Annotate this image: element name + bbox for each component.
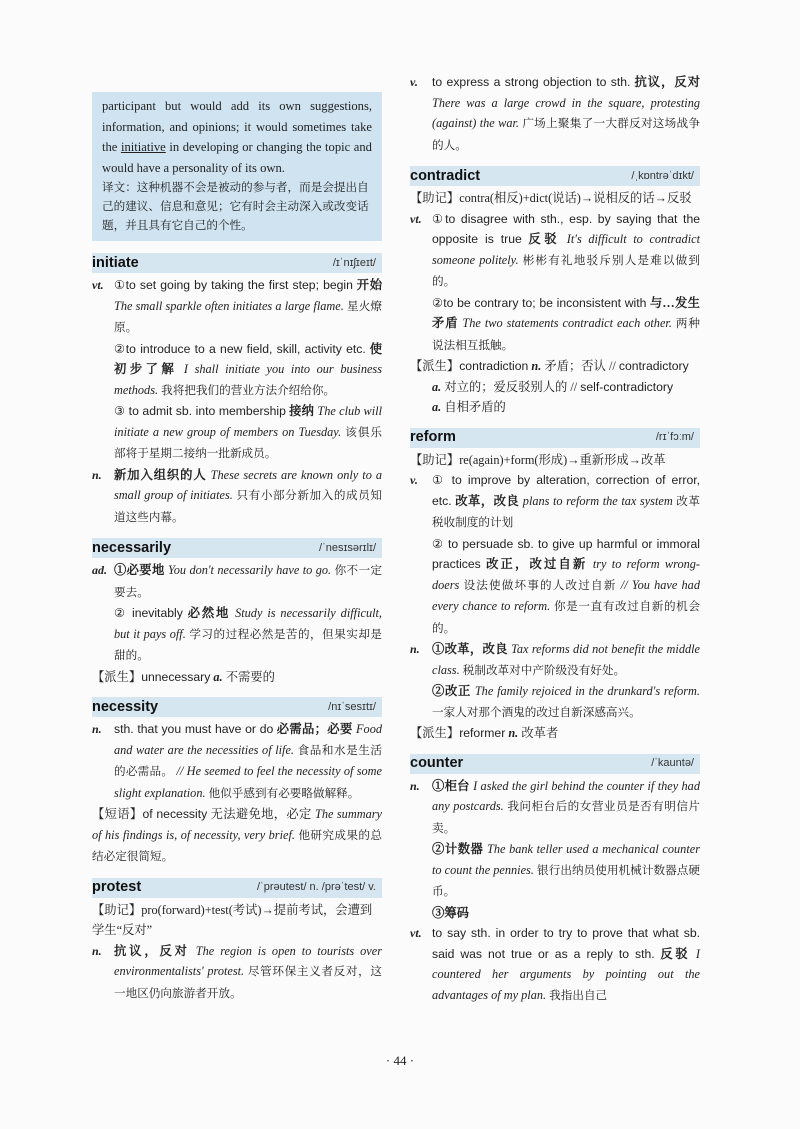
- derived-translation: 矛盾；否认: [544, 359, 606, 373]
- part-of-speech: v.: [410, 75, 418, 89]
- sense: [410, 470, 700, 534]
- headword: counter: [410, 755, 464, 772]
- sense: [92, 465, 382, 529]
- headword: contradict: [410, 167, 481, 184]
- left-column: [92, 92, 382, 1004]
- chinese-definition: ③筹码: [432, 905, 469, 920]
- example-translation: 该俱乐部将于星期二接纳一批新成员。: [114, 425, 383, 460]
- chinese-definition: 新加入组织的人: [114, 467, 207, 482]
- phrase-translation: 无法避免地，必定: [210, 807, 312, 821]
- separator: //: [570, 379, 578, 394]
- sense: [92, 941, 382, 1005]
- example: The region is open to tourists over environmentalists' protest.: [114, 943, 382, 978]
- example-translation: 一家人对那个酒鬼的改过自新深感高兴。: [432, 705, 641, 719]
- derived-translation: 改革者: [521, 726, 559, 740]
- chinese-definition: 接纳: [289, 404, 315, 418]
- mnemonic: [410, 188, 700, 209]
- part-of-speech: n.: [508, 726, 519, 740]
- example: I asked the girl behind the counter if they had any postcards.: [432, 778, 700, 813]
- example: It's difficult to contradict someone politely.: [432, 232, 700, 267]
- example: The family rejoiced in the drunkard's reform.: [474, 684, 700, 698]
- pronunciation: /ˈnesɪsərɪlɪ/: [319, 541, 376, 554]
- headword-bar: [410, 428, 700, 448]
- chinese-definition: 必需品；必要: [276, 722, 353, 736]
- derived-word: self-contradictory: [580, 379, 674, 394]
- chinese-definition: 必然地: [187, 606, 231, 620]
- separator: //: [608, 359, 616, 373]
- chinese-definition: ①改革，改良: [432, 642, 508, 656]
- part-of-speech: a.: [432, 379, 442, 394]
- definition: to say sth. in order to try to prove that what sb. said was not true or as a reply to sth.: [432, 926, 700, 961]
- part-of-speech: n.: [410, 778, 420, 793]
- example-translation: 我指出自己: [549, 988, 608, 1002]
- part-of-speech: n.: [92, 943, 102, 958]
- headword: necessity: [92, 698, 159, 715]
- derivative: [410, 356, 700, 418]
- pronunciation: /ɪˈnɪʃɪeɪt/: [332, 256, 376, 269]
- part-of-speech: n.: [92, 467, 102, 482]
- headword-bar: [92, 253, 382, 273]
- chinese-definition: 使初步了解: [114, 341, 383, 376]
- example: // You have had every chance to reform.: [432, 577, 700, 613]
- example-translation: 银行出纳员使用机械计数器点硬币。: [432, 863, 700, 898]
- example: I shall initiate you into our business methods.: [114, 362, 382, 397]
- chinese-definition: 反驳: [528, 232, 561, 246]
- example: // He seemed to feel the necessity of some slight explanation.: [114, 764, 382, 800]
- derive-tag: 【派生】: [410, 726, 460, 740]
- definition: ① to improve by alteration, correction of error, etc.: [432, 473, 700, 508]
- derived-translation: 自相矛盾的: [444, 400, 506, 414]
- sense: [410, 293, 700, 357]
- headword-bar: [92, 697, 382, 717]
- phrase: [92, 804, 382, 868]
- example: There was a large crowd in the square, protesting (against) the war.: [432, 95, 700, 130]
- pronunciation: /ˈprəutest/ n. /prəˈtest/ v.: [256, 881, 376, 894]
- sense: [92, 560, 382, 603]
- passage-translation: 译文：这种机器不会是被动的参与者，而是会提出自己的建议、信息和意见；它有时会主动深入或改变话题，并且具有它自己的个性。: [102, 181, 369, 232]
- example-translation: 学习的过程必然是苦的，但果实却是甜的。: [114, 627, 382, 662]
- mnemonic-tag: 【助记】: [410, 452, 460, 467]
- part-of-speech: a.: [213, 669, 223, 684]
- example-translation: 税制改革对中产阶级没有好处。: [462, 663, 626, 677]
- part-of-speech: n.: [531, 359, 542, 373]
- example-translation: 广场上聚集了一大群反对这场战争的人。: [432, 117, 700, 152]
- example-translation: 只有小部分新加入的成员知道这些内幕。: [114, 489, 382, 524]
- example-translation: 食品和水是生活的必需品。: [114, 743, 382, 778]
- sense: [410, 923, 700, 1006]
- definition: ③ to admit sb. into membership: [114, 404, 286, 418]
- part-of-speech: n.: [410, 642, 420, 656]
- example: try to reform wrong-doers: [432, 557, 700, 592]
- example-translation: 尽管环保主义者反对，这一地区仍向旅游者开放。: [114, 965, 382, 1000]
- derive-tag: 【派生】: [92, 669, 142, 684]
- derived-word: contradiction: [459, 359, 529, 373]
- sense: [92, 275, 382, 339]
- phrase-text: of necessity: [142, 807, 208, 821]
- definition: ①to set going by taking the first step; begin: [114, 278, 353, 292]
- example: These secrets are known only to a small group of initiates.: [114, 467, 382, 502]
- headword: initiate: [92, 254, 139, 271]
- mnemonic: [410, 450, 700, 471]
- pronunciation: /rɪˈfɔːm/: [655, 431, 694, 444]
- example: Tax reforms did not benefit the middle class.: [432, 642, 700, 677]
- headword-bar: [410, 166, 700, 186]
- example-translation: 我将把我们的营业方法介绍给你。: [161, 383, 336, 397]
- derived-word: unnecessary: [141, 669, 211, 684]
- mnemonic-text: pro(forward)+test(考试)→提前考试，会遭到学生“反对”: [92, 902, 373, 937]
- sense: [410, 72, 700, 156]
- mnemonic-tag: 【助记】: [92, 902, 142, 917]
- derived-word: reformer: [459, 726, 506, 740]
- definition: ② to persuade sb. to give up harmful or immoral practices: [432, 536, 700, 571]
- headword-bar: [410, 754, 700, 774]
- mnemonic: [92, 900, 382, 941]
- example-translation: 改革税收制度的计划: [432, 494, 700, 529]
- example: You don't necessarily have to go.: [168, 563, 332, 577]
- example: The club will initiate a new group of members on Tuesday.: [114, 404, 382, 439]
- passage-text: participant but would add its own suggestions, information, and opinions; it would sometimes take the initiative in developing or changing the topic and would have a personality of its own.: [102, 99, 372, 175]
- chinese-definition: 抗议，反对: [634, 75, 700, 89]
- chinese-definition: ①必要地: [114, 563, 165, 577]
- headword: reform: [410, 429, 456, 446]
- sense: [410, 534, 700, 640]
- headword: necessarily: [92, 539, 172, 556]
- derivative: [410, 723, 700, 744]
- headword-bar: [92, 878, 382, 898]
- headword: protest: [92, 879, 142, 896]
- derivative: [92, 667, 382, 688]
- sense: [92, 719, 382, 804]
- example-translation: 彬彬有礼地驳斥别人是难以做到的。: [432, 253, 700, 288]
- example: plans to reform the tax system: [522, 493, 673, 508]
- definition: ②to introduce to a new field, skill, activity etc.: [114, 341, 366, 356]
- right-column: [410, 75, 701, 1006]
- chinese-definition: ①柜台: [432, 778, 470, 793]
- part-of-speech: vt.: [410, 211, 422, 226]
- part-of-speech: n.: [92, 722, 102, 736]
- definition: ①to disagree with sth., esp. by saying that the opposite is true: [432, 211, 700, 246]
- derivative-cont: [410, 377, 700, 418]
- part-of-speech: ad.: [92, 563, 107, 577]
- part-of-speech: a.: [432, 400, 442, 414]
- sense: [410, 839, 700, 903]
- headword-bar: [92, 538, 382, 558]
- derive-tag: 【派生】: [410, 359, 460, 373]
- sense: [92, 339, 382, 402]
- definition: ②to be contrary to; be inconsistent with: [432, 295, 647, 310]
- example: I countered her arguments by pointing out the advantages of my plan.: [432, 946, 700, 1002]
- part-of-speech: vt.: [92, 278, 104, 292]
- sense: [410, 639, 700, 681]
- sense: [92, 603, 382, 667]
- phrase-tag: 【短语】: [92, 807, 143, 821]
- mnemonic-text: contra(相反)+dict(说话)→说相反的话→反驳: [459, 191, 692, 205]
- page-number: · 44 ·: [385, 1053, 415, 1068]
- sense: [410, 681, 700, 723]
- sense: [410, 209, 700, 293]
- chinese-definition: ②计数器: [432, 842, 484, 856]
- chinese-definition: 与…发生矛盾: [432, 295, 700, 330]
- derived-word: contradictory: [618, 359, 689, 373]
- sense: [92, 401, 382, 465]
- mnemonic-text: re(again)+form(形成)→重新形成→改革: [459, 452, 666, 467]
- sense: [410, 903, 700, 924]
- example-translation: 两种说法相互抵触。: [432, 317, 701, 352]
- example: The small sparkle often initiates a large flame.: [114, 298, 344, 313]
- derived-translation: 不需要的: [225, 669, 275, 684]
- example-translation: 你是一直有改过自新的机会的。: [432, 600, 700, 635]
- chinese-definition: 改正，改过自新: [486, 557, 588, 571]
- example: The two statements contradict each other.: [462, 316, 672, 330]
- pronunciation: /nɪˈsesɪtɪ/: [328, 700, 376, 713]
- chinese-definition: 抗议，反对: [114, 943, 190, 958]
- chinese-definition: 反驳: [660, 946, 691, 961]
- example: The summary of his findings is, of necessity, very brief.: [92, 807, 382, 842]
- definition: ② inevitably: [114, 606, 183, 620]
- chinese-definition: 改革，改良: [455, 493, 520, 508]
- example: Study is necessarily difficult, but it pays off.: [114, 606, 382, 641]
- mnemonic-tag: 【助记】: [410, 191, 460, 205]
- example: The bank teller used a mechanical counter to count the pennies.: [432, 842, 700, 877]
- example-translation: 设法使做坏事的人改过自新: [463, 578, 617, 592]
- derived-translation: 对立的；爱反驳别人的: [444, 379, 568, 394]
- translation-box: [92, 92, 382, 241]
- example: Food and water are the necessities of life.: [114, 722, 383, 757]
- chinese-definition: 开始: [356, 278, 382, 292]
- example-translation: 我问柜台后的女营业员是否有明信片卖。: [432, 800, 700, 835]
- example-translation: 他研究成果的总结必定很简短。: [92, 828, 382, 863]
- example-translation: 星火燎原。: [114, 299, 382, 334]
- pronunciation: /ˌkɒntrəˈdɪkt/: [631, 169, 694, 182]
- definition: sth. that you must have or do: [114, 722, 274, 736]
- example-translation: 你不一定要去。: [114, 564, 382, 599]
- sense: [410, 776, 700, 840]
- pronunciation: /ˈkauntə/: [651, 757, 694, 770]
- example-translation: 他似乎感到有必要略做解释。: [208, 786, 360, 800]
- chinese-definition: ②改正: [432, 684, 472, 698]
- definition: to express a strong objection to sth.: [432, 75, 631, 89]
- part-of-speech: v.: [410, 473, 418, 487]
- part-of-speech: vt.: [410, 926, 422, 940]
